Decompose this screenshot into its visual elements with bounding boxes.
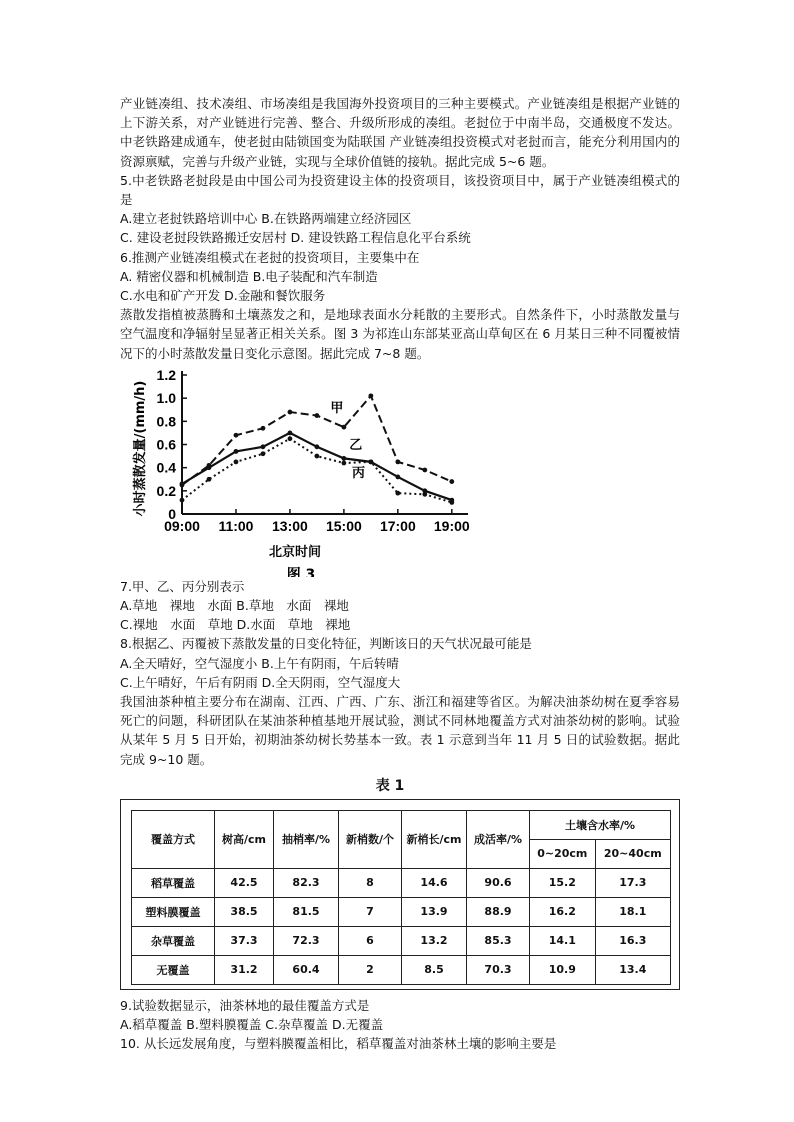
- x-tick-label: 13:00: [272, 517, 308, 534]
- data-point: [341, 460, 346, 465]
- data-point: [368, 459, 373, 464]
- table-cell: 60.4: [274, 955, 339, 984]
- data-point: [315, 444, 320, 449]
- table-cell: 13.4: [595, 955, 670, 984]
- series-label: 甲: [330, 400, 344, 416]
- y-tick-label: 0.6: [156, 436, 176, 453]
- table-cell: 14.6: [402, 868, 467, 897]
- y-tick-label: 1.2: [156, 366, 176, 383]
- series-label: 乙: [349, 437, 363, 453]
- data-point: [368, 393, 373, 398]
- table-header-row: [132, 810, 671, 839]
- table-cell: 15.2: [530, 868, 596, 897]
- table-cell: 72.3: [274, 926, 339, 955]
- data-point: [288, 430, 293, 435]
- y-tick-label: 0.2: [156, 482, 176, 499]
- question-7-options-cd: C.裸地 水面 草地 D.水面 草地 裸地: [120, 617, 351, 633]
- table-cell: 81.5: [274, 897, 339, 926]
- table-header-cell: 成活率/%: [467, 810, 530, 868]
- figure-caption: 图 3: [286, 566, 316, 577]
- table-cell: 42.5: [215, 868, 274, 897]
- y-axis-label: 小时蒸散发量/(mm/h): [133, 380, 148, 517]
- table-cell: 70.3: [467, 955, 530, 984]
- table-cell: 10.9: [530, 955, 596, 984]
- question-8: 8.根据乙、丙覆被下蒸散发量的日变化特征，判断该日的天气状况最可能是: [120, 636, 532, 652]
- table-row: [132, 868, 671, 897]
- data-point: [395, 491, 400, 496]
- table-cell: 7: [339, 897, 402, 926]
- table-header-soil: 土壤含水率/%: [530, 810, 671, 839]
- table-cell: 18.1: [595, 897, 670, 926]
- table-cell: 13.2: [402, 926, 467, 955]
- question-5-options-ab: A.建立老挝铁路培训中心 B.在铁路两端建立经济园区: [120, 211, 412, 227]
- question-7: 7.甲、乙、丙分别表示: [120, 578, 245, 594]
- passage-intro-9-10: 我国油茶种植主要分布在湖南、江西、广西、广东、浙江和福建等省区。为解决油茶幼树在夏季容易死亡的问题，科研团队在某油茶种植基地开展试验，测试不同林地覆盖方式对油茶幼树的影响。试验从某年 5 月 5 日开始，初期油茶幼树长势基本一致。表 1 示意到当年 11 月 5 日的试验数据。据此完成 9~10 题。: [120, 694, 680, 767]
- table-cell: 无覆盖: [132, 955, 215, 984]
- data-point: [261, 426, 266, 431]
- table-cell: 8: [339, 868, 402, 897]
- data-point: [234, 459, 239, 464]
- question-5: 5.中老铁路老挝段是由中国公司为投资建设主体的投资项目，该投资项目中，属于产业链凑组模式的是: [120, 172, 680, 208]
- table-cell: 31.2: [215, 955, 274, 984]
- page-content: [120, 94, 680, 1053]
- table-1: [131, 810, 671, 985]
- table-cell: 38.5: [215, 897, 274, 926]
- data-point: [422, 467, 427, 472]
- table-cell: 37.3: [215, 926, 274, 955]
- data-point: [261, 444, 266, 449]
- data-point: [207, 465, 212, 470]
- table-cell: 16.3: [595, 926, 670, 955]
- table-cell: 90.6: [467, 868, 530, 897]
- figure-3: [120, 367, 480, 577]
- x-axis-label: 北京时间: [268, 544, 322, 560]
- y-tick-label: 0.8: [156, 413, 176, 430]
- question-10: 10. 从长远发展角度，与塑料膜覆盖相比，稻草覆盖对油茶林土壤的影响主要是: [120, 1036, 557, 1052]
- question-6-options-ab: A. 精密仪器和机械制造 B.电子装配和汽车制造: [120, 268, 378, 284]
- data-point: [180, 481, 185, 486]
- x-tick-label: 11:00: [218, 517, 254, 534]
- passage-intro-5-6: 产业链凑组、技术凑组、市场凑组是我国海外投资项目的三种主要模式。产业链凑组是根据产业链的上下游关系，对产业链进行完善、整合、升级所形成的凑组。老挝位于中南半岛，交通极度不发达。中老铁路建成通车，使老挝由陆锁国变为陆联国 产业链凑组投资模式对老挝而言，能充分利用国内的资源禀赋，完善与升级产业链，实现与全球价值链的接轨。据此完成 5~6 题。: [120, 96, 680, 169]
- table-cell: 17.3: [595, 868, 670, 897]
- question-6-options-cd: C.水电和矿产开发 D.金融和餐饮服务: [120, 288, 326, 304]
- question-9-options: A.稻草覆盖 B.塑料膜覆盖 C.杂草覆盖 D.无覆盖: [120, 1017, 384, 1033]
- data-point: [207, 477, 212, 482]
- table-header-cell: 树高/cm: [215, 810, 274, 868]
- table-subheader-cell: 0~20cm: [530, 839, 596, 868]
- evapotranspiration-chart: [120, 367, 480, 577]
- data-point: [315, 454, 320, 459]
- x-tick-label: 15:00: [325, 517, 362, 534]
- table-cell: 88.9: [467, 897, 530, 926]
- series-label: 丙: [351, 465, 365, 481]
- data-point: [288, 436, 293, 441]
- data-point: [180, 498, 185, 503]
- table-cell: 塑料膜覆盖: [132, 897, 215, 926]
- data-point: [422, 492, 427, 497]
- data-point: [341, 425, 346, 430]
- table-header-cell: 新梢数/个: [339, 810, 402, 868]
- data-point: [395, 459, 400, 464]
- y-tick-label: 1.0: [156, 390, 176, 407]
- data-point: [449, 479, 454, 484]
- data-point: [395, 474, 400, 479]
- table-cell: 16.2: [530, 897, 596, 926]
- table-row: [132, 955, 671, 984]
- table-cell: 82.3: [274, 868, 339, 897]
- y-tick-label: 0.4: [156, 459, 176, 476]
- data-point: [234, 433, 239, 438]
- series-line-1: [182, 396, 452, 485]
- table-header-cell: 抽梢率/%: [274, 810, 339, 868]
- table-header-cell: 新梢长/cm: [402, 810, 467, 868]
- table-cell: 85.3: [467, 926, 530, 955]
- table-subheader-cell: 20~40cm: [595, 839, 670, 868]
- table-1-frame: [120, 799, 680, 990]
- x-tick-label: 19:00: [433, 517, 470, 534]
- question-7-options-ab: A.草地 裸地 水面 B.草地 水面 裸地: [120, 598, 349, 614]
- table-cell: 2: [339, 955, 402, 984]
- table-row: [132, 897, 671, 926]
- question-6: 6.推测产业链凑组模式在老挝的投资项目，主要集中在: [120, 249, 420, 265]
- table-row: [132, 926, 671, 955]
- table-1-title: 表 1: [375, 777, 405, 794]
- question-9: 9.试验数据显示，油茶林地的最佳覆盖方式是: [120, 997, 370, 1013]
- y-tick-label: 0: [168, 505, 176, 522]
- data-point: [288, 410, 293, 415]
- table-header-cell: 覆盖方式: [132, 810, 215, 868]
- question-8-options-ab: A.全天晴好，空气湿度小 B.上午有阴雨，午后转晴: [120, 655, 399, 671]
- x-tick-label: 17:00: [379, 517, 416, 534]
- data-point: [234, 449, 239, 454]
- table-cell: 13.9: [402, 897, 467, 926]
- table-cell: 杂草覆盖: [132, 926, 215, 955]
- table-cell: 6: [339, 926, 402, 955]
- question-8-options-cd: C.上午晴好，午后有阴雨 D.全天阴雨，空气湿度大: [120, 674, 401, 690]
- table-cell: 14.1: [530, 926, 596, 955]
- data-point: [261, 451, 266, 456]
- passage-intro-7-8: 蒸散发指植被蒸腾和土壤蒸发之和，是地球表面水分耗散的主要形式。自然条件下，小时蒸散发量与空气温度和净辐射呈显著正相关关系。图 3 为祁连山东部某亚高山草甸区在 6 月某日三种不同覆被情况下的小时蒸散发量日变化示意图。据此完成 7~8 题。: [120, 307, 680, 361]
- question-5-options-cd: C. 建设老挝段铁路搬迁安居村 D. 建设铁路工程信息化平台系统: [120, 230, 471, 246]
- table-cell: 8.5: [402, 955, 467, 984]
- data-point: [449, 500, 454, 505]
- x-tick-label: 09:00: [164, 517, 200, 534]
- data-point: [341, 456, 346, 461]
- data-point: [315, 413, 320, 418]
- table-cell: 稻草覆盖: [132, 868, 215, 897]
